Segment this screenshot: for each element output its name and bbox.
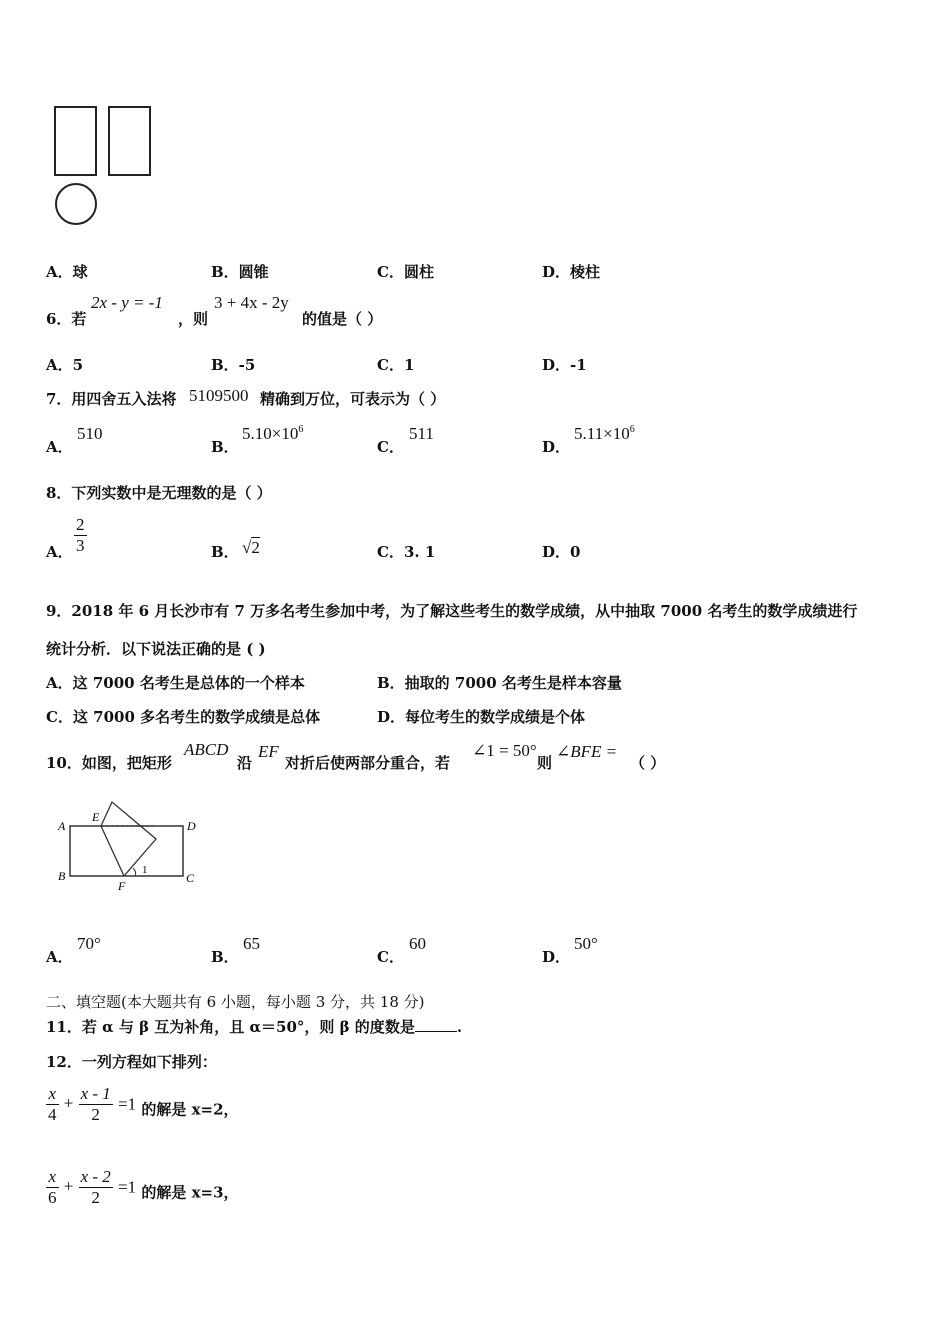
q5-option-c[interactable]: C．圆柱 bbox=[377, 263, 434, 281]
q8-option-d[interactable]: D．0 bbox=[542, 543, 581, 561]
q7-value-b: $5.10\times 10^6$ bbox=[242, 424, 304, 443]
folded-rectangle-figure bbox=[55, 798, 205, 893]
label-f: F bbox=[118, 879, 126, 893]
q10-value-d: 50° bbox=[574, 934, 598, 953]
q7-prefix: 7．用四舍五入法将 bbox=[46, 390, 177, 408]
q9-option-c[interactable]: C．这 7000 多名考生的数学成绩是总体 bbox=[46, 708, 321, 726]
label-a: A bbox=[58, 819, 66, 833]
q6-option-b[interactable]: B．-5 bbox=[211, 356, 256, 374]
label-b: B bbox=[58, 869, 66, 883]
label-e: E bbox=[92, 810, 100, 824]
q6-option-d[interactable]: D．-1 bbox=[542, 356, 587, 374]
q6-option-c[interactable]: C．1 bbox=[377, 356, 415, 374]
label-angle-1: 1 bbox=[142, 864, 148, 876]
q8-option-c[interactable]: C．3. 1 bbox=[377, 543, 436, 561]
q6-condition: 2x - y = -1 bbox=[91, 293, 163, 312]
q10-seg: EF bbox=[258, 742, 279, 761]
q10-angle1: ∠1 = 50° bbox=[472, 741, 537, 760]
q10-label-c[interactable]: C． bbox=[377, 948, 404, 966]
q10-prefix: 10．如图，把矩形 bbox=[46, 754, 172, 772]
q12-equation-2: $\frac{x}{6}$ + $\frac{x - 2}{2}$ =1 的解是 x=3， bbox=[48, 1167, 239, 1207]
q6-expression: 3 + 4x - 2y bbox=[214, 293, 289, 312]
q10-along: 沿 bbox=[237, 754, 253, 772]
three-view-figure bbox=[50, 104, 160, 230]
front-view-rect bbox=[55, 107, 96, 175]
folded-part bbox=[101, 802, 156, 876]
q5-option-a[interactable]: A．球 bbox=[46, 263, 88, 281]
q7-label-a[interactable]: A． bbox=[46, 438, 73, 456]
q9-line1: 9．2018 年 6 月长沙市有 7 万多名考生参加中考，为了解这些考生的数学成绩，从中抽取 7000 名考生的数学成绩进行 bbox=[46, 602, 858, 620]
q5-option-d[interactable]: D．棱柱 bbox=[542, 263, 601, 281]
q12-equation-1: $\frac{x}{4}$ + $\frac{x - 1}{2}$ =1 的解是 x=2， bbox=[48, 1084, 239, 1124]
section2-heading: 二、填空题(本大题共有 6 小题，每小题 3 分，共 18 分) bbox=[46, 993, 425, 1011]
q10-tail: （ ） bbox=[630, 754, 666, 772]
q7-suffix: 精确到万位，可表示为（ ） bbox=[260, 390, 446, 408]
q10-value-a: 70° bbox=[77, 934, 101, 953]
angle-1-arc bbox=[133, 868, 136, 876]
q9-line2: 统计分析．以下说法正确的是 ( ) bbox=[46, 640, 266, 658]
label-d: D bbox=[187, 819, 196, 833]
q10-mid: 对折后使两部分重合，若 bbox=[285, 754, 451, 772]
q8-stem: 8．下列实数中是无理数的是（ ） bbox=[46, 484, 272, 502]
q6-prefix: 6．若 bbox=[46, 310, 87, 328]
q7-value-c: 511 bbox=[409, 424, 434, 443]
side-view-rect bbox=[109, 107, 150, 175]
q6-mid: ，则 bbox=[178, 310, 209, 328]
q7-label-d[interactable]: D． bbox=[542, 438, 571, 456]
q9-option-b[interactable]: B．抽取的 7000 名考生是样本容量 bbox=[377, 674, 622, 692]
q6-option-a[interactable]: A．5 bbox=[46, 356, 84, 374]
q7-value-d: $5.11\times 10^6$ bbox=[574, 424, 635, 443]
q11-answer-blank[interactable] bbox=[415, 1017, 457, 1032]
top-view-circle bbox=[56, 184, 96, 224]
q9-option-d[interactable]: D．每位考生的数学成绩是个体 bbox=[377, 708, 586, 726]
q10-label-a[interactable]: A． bbox=[46, 948, 73, 966]
q10-rect: ABCD bbox=[184, 740, 229, 759]
q10-value-b: 65 bbox=[243, 934, 260, 953]
q8-value-a: $\frac{2}{3}$ bbox=[76, 515, 85, 555]
q7-number: 5109500 bbox=[189, 386, 249, 405]
q6-suffix: 的值是（ ） bbox=[302, 310, 383, 328]
q8-label-a[interactable]: A． bbox=[46, 543, 73, 561]
q8-value-b: √2 bbox=[242, 538, 260, 557]
q10-label-b[interactable]: B． bbox=[211, 948, 239, 966]
fold-line-ef bbox=[101, 826, 124, 876]
q10-then: 则 bbox=[537, 754, 553, 772]
q10-label-d[interactable]: D． bbox=[542, 948, 571, 966]
q7-label-c[interactable]: C． bbox=[377, 438, 404, 456]
q11-stem: 11．若 α 与 β 互为补角，且 α＝50°，则 β 的度数是 . bbox=[46, 1018, 463, 1036]
q9-option-a[interactable]: A．这 7000 名考生是总体的一个样本 bbox=[46, 674, 305, 692]
q8-label-b[interactable]: B． bbox=[211, 543, 239, 561]
q7-value-a: 510 bbox=[77, 424, 103, 443]
label-c: C bbox=[186, 871, 195, 885]
q10-value-c: 60 bbox=[409, 934, 426, 953]
q5-option-b[interactable]: B．圆锥 bbox=[211, 263, 269, 281]
q7-label-b[interactable]: B． bbox=[211, 438, 239, 456]
sqrt-symbol: √ bbox=[242, 538, 252, 557]
rect-abcd bbox=[70, 826, 183, 876]
q12-stem: 12．一列方程如下排列： bbox=[46, 1053, 217, 1071]
q10-angle2: ∠BFE = bbox=[556, 742, 618, 761]
